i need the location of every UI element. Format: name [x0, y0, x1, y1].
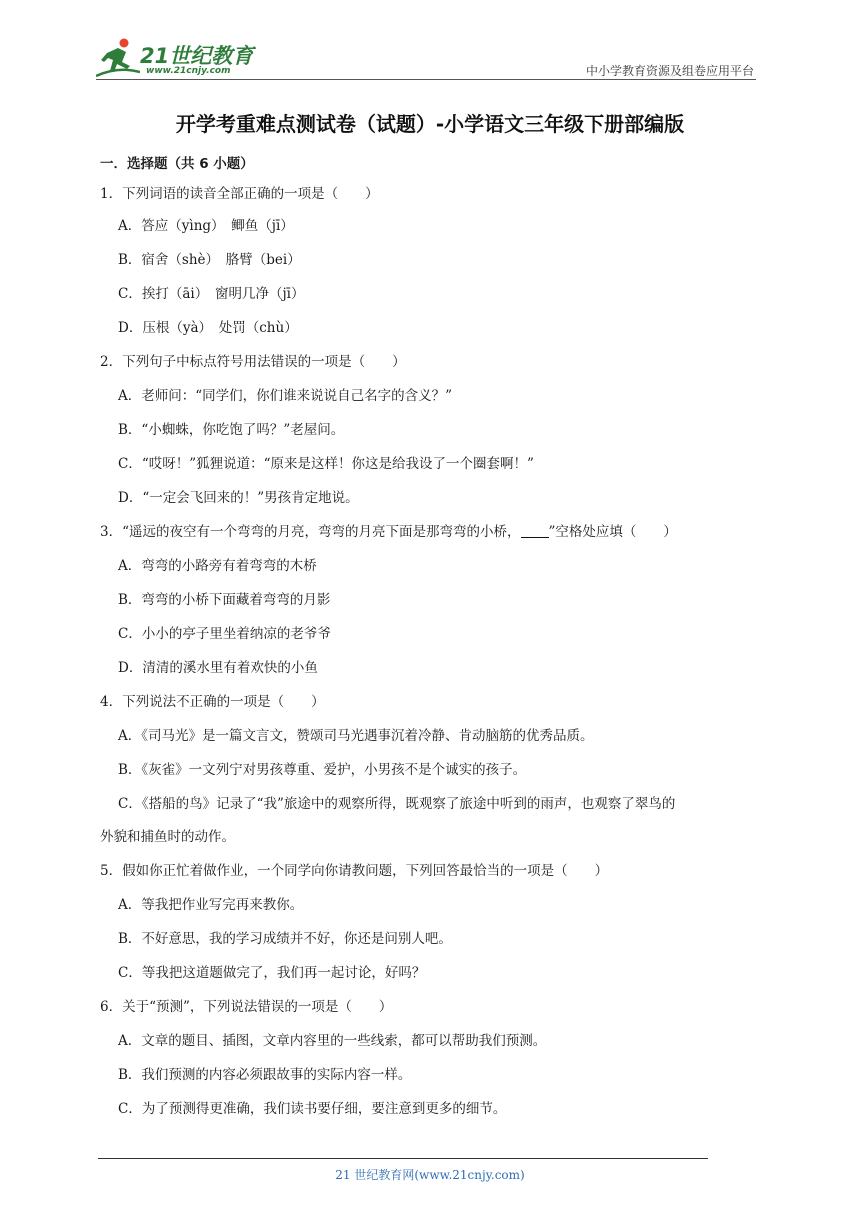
question-2-option-b: B．“小蜘蛛，你吃饱了吗？”老屋问。: [118, 422, 345, 438]
question-4-option-c: C．《搭船的鸟》记录了“我”旅途中的观察所得，既观察了旅途中听到的雨声，也观察了翠鸟的: [118, 796, 676, 812]
question-5-option-b: B．不好意思，我的学习成绩并不好，你还是问别人吧。: [118, 931, 452, 947]
question-5-option-c: C．等我把这道题做完了，我们再一起讨论，好吗？: [118, 965, 426, 981]
header-divider: [96, 79, 756, 80]
question-2-option-d: D．“一定会飞回来的！”男孩肯定地说。: [118, 490, 359, 506]
question-6-option-a: A．文章的题目、插图，文章内容里的一些线索，都可以帮助我们预测。: [118, 1033, 547, 1049]
section-heading: 一．选择题（共 6 小题）: [100, 156, 254, 172]
runner-logo-icon: [96, 36, 140, 80]
question-1-option-b: B．宿舍（shè） 胳臂（bei）: [118, 252, 301, 268]
question-4-stem: 4．下列说法不正确的一项是（ ）: [100, 694, 325, 710]
question-6-stem: 6．关于“预测”，下列说法错误的一项是（ ）: [100, 999, 393, 1015]
answer-blank[interactable]: [521, 523, 549, 538]
logo-url: www.21cnjy.com: [146, 66, 231, 76]
question-3-option-c: C．小小的亭子里坐着纳凉的老爷爷: [118, 626, 331, 642]
question-3-stem-start: 3．“遥远的夜空有一个弯弯的月亮，弯弯的月亮下面是那弯弯的小桥，: [100, 524, 521, 540]
logo-text: 21世纪教育: [140, 44, 254, 68]
question-4-option-c-continued: 外貌和捕鱼时的动作。: [100, 829, 235, 845]
question-2-stem: 2．下列句子中标点符号用法错误的一项是（ ）: [100, 354, 406, 370]
page-header: [0, 0, 860, 82]
question-4-option-a: A．《司马光》是一篇文言文，赞颂司马光遇事沉着冷静、肯动脑筋的优秀品质。: [118, 728, 594, 744]
question-6-option-c: C．为了预测得更准确，我们读书要仔细，要注意到更多的细节。: [118, 1101, 507, 1117]
question-6-option-b: B．我们预测的内容必须跟故事的实际内容一样。: [118, 1067, 412, 1083]
question-3-option-b: B．弯弯的小桥下面藏着弯弯的月影: [118, 592, 331, 608]
question-3-stem-end: ”空格处应填（ ）: [548, 524, 677, 540]
question-3-option-d: D．清清的溪水里有着欢快的小鱼: [118, 660, 318, 676]
question-5-option-a: A．等我把作业写完再来教你。: [118, 897, 304, 913]
question-2-option-a: A．老师问：“同学们，你们谁来说说自己名字的含义？”: [118, 388, 453, 404]
question-3-option-a: A．弯弯的小路旁有着弯弯的木桥: [118, 558, 317, 574]
question-5-stem: 5．假如你正忙着做作业，一个同学向你请教问题，下列回答最恰当的一项是（ ）: [100, 863, 609, 879]
footer-link[interactable]: 21 世纪教育网(www.21cnjy.com): [335, 1168, 525, 1182]
question-2-option-c: C．“哎呀！”狐狸说道：“原来是这样！你这是给我设了一个圈套啊！”: [118, 456, 534, 472]
platform-label: 中小学教育资源及组卷应用平台: [585, 64, 754, 78]
question-1-option-a: A．答应（yìng） 鲫鱼（jī）: [118, 218, 294, 234]
question-1-stem: 1．下列词语的读音全部正确的一项是（ ）: [100, 186, 379, 202]
page-title: 开学考重难点测试卷（试题）-小学语文三年级下册部编版: [175, 112, 685, 136]
question-4-option-b: B．《灰雀》一文列宁对男孩尊重、爱护，小男孩不是个诚实的孩子。: [118, 762, 527, 778]
question-1-option-c: C．挨打（āi） 窗明几净（jī）: [118, 286, 305, 302]
footer-divider: [98, 1158, 708, 1159]
question-3-stem: [100, 522, 677, 542]
site-logo[interactable]: [96, 36, 266, 82]
question-1-option-d: D．压根（yà） 处罚（chù）: [118, 320, 298, 336]
